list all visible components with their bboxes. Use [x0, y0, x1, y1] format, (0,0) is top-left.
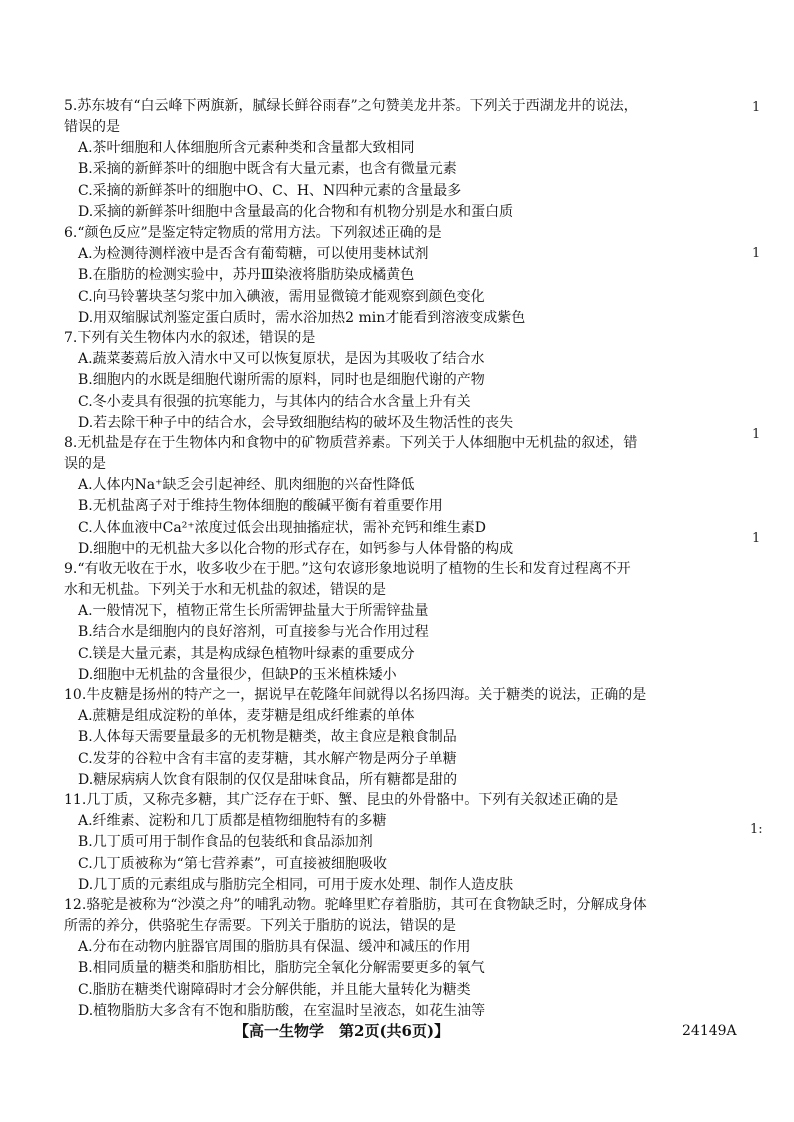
- margin-mark: 1: [752, 246, 761, 261]
- option-b: B.相同质量的糖类和脂肪相比，脂肪完全氧化分解需要更多的氧气: [78, 960, 485, 977]
- option-a: A.分布在动物内脏器官周围的脂肪具有保温、缓冲和减压的作用: [78, 939, 471, 955]
- margin-mark: 1: [752, 531, 761, 546]
- option-b: B.采摘的新鲜茶叶的细胞中既含有大量元素，也含有微量元素: [78, 161, 457, 178]
- question-stem-line: 12.骆驼是被称为“沙漠之舟”的哺乳动物。驼峰里贮存着脂肪，其可在食物缺乏时，分解成身体: [64, 897, 647, 913]
- question-stem-line: 10.牛皮糖是扬州的特产之一，据说早在乾隆年间就得以名扬四海。关于糖类的说法，正确的是: [64, 687, 647, 703]
- option-d: D.几丁质的元素组成与脂肪完全相同，可用于废水处理、制作人造皮肤: [78, 877, 514, 894]
- option-a: A.蔗糖是组成淀粉的单体，麦芽糖是组成纤维素的单体: [78, 708, 415, 724]
- question-stem-line: 11.几丁质，又称壳多糖，其广泛存在于虾、蟹、昆虫的外骨骼中。下列有关叙述正确的是: [64, 792, 619, 808]
- question-stem-line: 9.“有收无收在于水，收多收少在于肥。”这句农谚形象地说明了植物的生长和发育过程离不开: [64, 561, 631, 577]
- option-a: A.蔬菜萎蔫后放入清水中又可以恢复原状，是因为其吸收了结合水: [78, 351, 485, 367]
- question-stem-line: 水和无机盐。下列关于水和无机盐的叙述，错误的是: [64, 582, 386, 598]
- option-d: D.采摘的新鲜茶叶细胞中含量最高的化合物和有机物分别是水和蛋白质: [78, 204, 514, 221]
- option-d: D.细胞中无机盐的含量很少，但缺P的玉米植株矮小: [78, 667, 397, 684]
- question-5: [64, 96, 704, 224]
- question-8: [64, 433, 704, 561]
- option-a: A.为检测待测样液中是否含有葡萄糖，可以使用斐林试剂: [78, 246, 429, 262]
- option-c: C.冬小麦具有很强的抗寒能力，与其体内的结合水含量上升有关: [78, 393, 471, 410]
- question-11: [64, 790, 704, 897]
- option-b: B.结合水是细胞内的良好溶剂，可直接参与光合作用过程: [78, 624, 429, 641]
- margin-mark: 1: [752, 100, 761, 115]
- option-d: D.若去除干种子中的结合水，会导致细胞结构的破坏及生物活性的丧失: [78, 415, 514, 432]
- question-stem-line: 所需的养分，供骆驼生存需要。下列关于脂肪的说法，错误的是: [64, 918, 456, 934]
- margin-mark: 1:: [750, 822, 763, 837]
- option-d: D.用双缩脲试剂鉴定蛋白质时，需水浴加热2 min才能看到溶液变成紫色: [78, 310, 526, 327]
- option-c: C.采摘的新鲜茶叶的细胞中O、C、H、N四种元素的含量最多: [78, 182, 462, 199]
- question-stem-line: 5.苏东坡有“白云峰下两旗新，腻绿长鲜谷雨春”之句赞美龙井茶。下列关于西湖龙井的说法，: [64, 98, 638, 114]
- option-b: B.在脂肪的检测实验中，苏丹Ⅲ染液将脂肪染成橘黄色: [78, 267, 415, 284]
- question-12: [64, 895, 704, 1023]
- question-stem-line: 8.无机盐是存在于生物体内和食物中的矿物质营养素。下列关于人体细胞中无机盐的叙述，错: [64, 435, 638, 451]
- page-footer: 【高一生物学 第2页(共6页)】: [234, 1022, 450, 1040]
- option-b: B.人体每天需要量最多的无机物是糖类，故主食应是粮食制品: [78, 729, 457, 746]
- question-6: [64, 223, 704, 330]
- question-stem-line: 错误的是: [64, 119, 120, 135]
- option-c: C.向马铃薯块茎匀浆中加入碘液，需用显微镜才能观察到颜色变化: [78, 288, 485, 305]
- option-a: A.一般情况下，植物正常生长所需钾盐量大于所需锌盐量: [78, 603, 429, 619]
- option-c: C.几丁质被称为“第七营养素”，可直接被细胞吸收: [78, 855, 387, 872]
- option-d: D.糖尿病病人饮食有限制的仅仅是甜味食品，所有糖都是甜的: [78, 772, 458, 789]
- paper-code: 24149A: [682, 1023, 737, 1039]
- option-b: B.无机盐离子对于维持生物体细胞的酸碱平衡有着重要作用: [78, 498, 443, 515]
- question-10: [64, 685, 704, 792]
- option-a: A.人体内Na⁺缺乏会引起神经、肌肉细胞的兴奋性降低: [78, 477, 415, 493]
- question-9: [64, 559, 704, 687]
- question-stem-line: 6.“颜色反应”是鉴定特定物质的常用方法。下列叙述正确的是: [64, 225, 442, 241]
- option-d: D.细胞中的无机盐大多以化合物的形式存在，如钙参与人体骨骼的构成: [78, 541, 514, 558]
- margin-mark: 1: [752, 427, 761, 442]
- option-c: C.发芽的谷粒中含有丰富的麦芽糖，其水解产物是两分子单糖: [78, 750, 457, 767]
- option-c: C.人体血液中Ca²⁺浓度过低会出现抽搐症状，需补充钙和维生素D: [78, 519, 486, 536]
- option-c: C.脂肪在糖类代谢障碍时才会分解供能，并且能大量转化为糖类: [78, 981, 471, 998]
- option-c: C.镁是大量元素，其是构成绿色植物叶绿素的重要成分: [78, 645, 415, 662]
- option-a: A.茶叶细胞和人体细胞所含元素种类和含量都大致相同: [78, 140, 415, 156]
- question-stem-line: 7.下列有关生物体内水的叙述，错误的是: [64, 330, 316, 346]
- option-b: B.几丁质可用于制作食品的包装纸和食品添加剂: [78, 834, 373, 851]
- question-7: [64, 328, 704, 435]
- question-stem-line: 误的是: [64, 456, 106, 472]
- option-b: B.细胞内的水既是细胞代谢所需的原料，同时也是细胞代谢的产物: [78, 372, 485, 389]
- option-d: D.植物脂肪大多含有不饱和脂肪酸，在室温时呈液态，如花生油等: [78, 1003, 486, 1020]
- option-a: A.纤维素、淀粉和几丁质都是植物细胞特有的多糖: [78, 813, 387, 829]
